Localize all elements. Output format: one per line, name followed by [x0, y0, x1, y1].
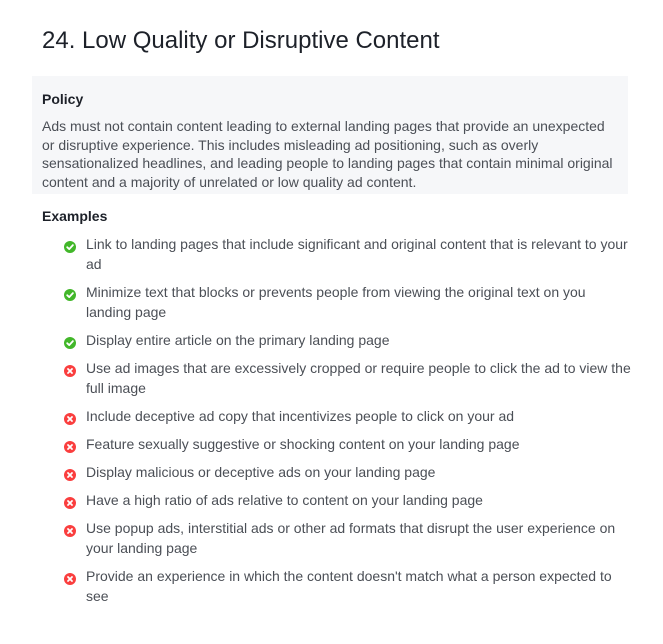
page-title: 24. Low Quality or Disruptive Content: [42, 27, 440, 54]
x-circle-icon: [64, 522, 76, 534]
x-circle-icon: [64, 570, 76, 582]
example-item: [64, 566, 634, 606]
x-circle-icon: [64, 362, 76, 374]
examples-list: [64, 234, 634, 614]
example-item: [64, 358, 634, 398]
policy-heading: Policy: [42, 91, 84, 107]
check-circle-icon: [64, 334, 76, 346]
example-item: [64, 330, 634, 350]
example-text: Have a high ratio of ads relative to content on your landing page: [86, 492, 483, 508]
example-text: Link to landing pages that include significant and original content that is relevant to your ad: [86, 236, 628, 272]
example-text: Provide an experience in which the content doesn't match what a person expected to see: [86, 568, 612, 604]
example-item: [64, 434, 634, 454]
examples-heading: Examples: [42, 208, 108, 224]
check-circle-icon: [64, 286, 76, 298]
policy-box: [32, 76, 628, 194]
x-circle-icon: [64, 438, 76, 450]
example-item: [64, 518, 634, 558]
x-circle-icon: [64, 494, 76, 506]
example-text: Display malicious or deceptive ads on your landing page: [86, 464, 436, 480]
example-item: [64, 282, 634, 322]
policy-text: Ads must not contain content leading to external landing pages that provide an unexpected or disruptive experience. This includes misleading ad positioning, such as overly sensationalized headlines, and leading people to landing pages that contain minimal original content and a majority of unrelated or low quality ad content.: [42, 118, 613, 190]
example-text: Include deceptive ad copy that incentivizes people to click on your ad: [86, 408, 515, 424]
check-circle-icon: [64, 238, 76, 250]
example-item: [64, 490, 634, 510]
example-text: Use popup ads, interstitial ads or other ad formats that disrupt the user experience on your landing page: [86, 520, 616, 556]
x-circle-icon: [64, 410, 76, 422]
example-text: Use ad images that are excessively cropped or require people to click the ad to view the full image: [86, 360, 631, 396]
example-item: [64, 406, 634, 426]
example-text: Minimize text that blocks or prevents people from viewing the original text on you landing page: [86, 284, 586, 320]
example-text: Feature sexually suggestive or shocking content on your landing page: [86, 436, 520, 452]
x-circle-icon: [64, 466, 76, 478]
example-item: [64, 234, 634, 274]
example-text: Display entire article on the primary landing page: [86, 332, 390, 348]
example-item: [64, 462, 634, 482]
